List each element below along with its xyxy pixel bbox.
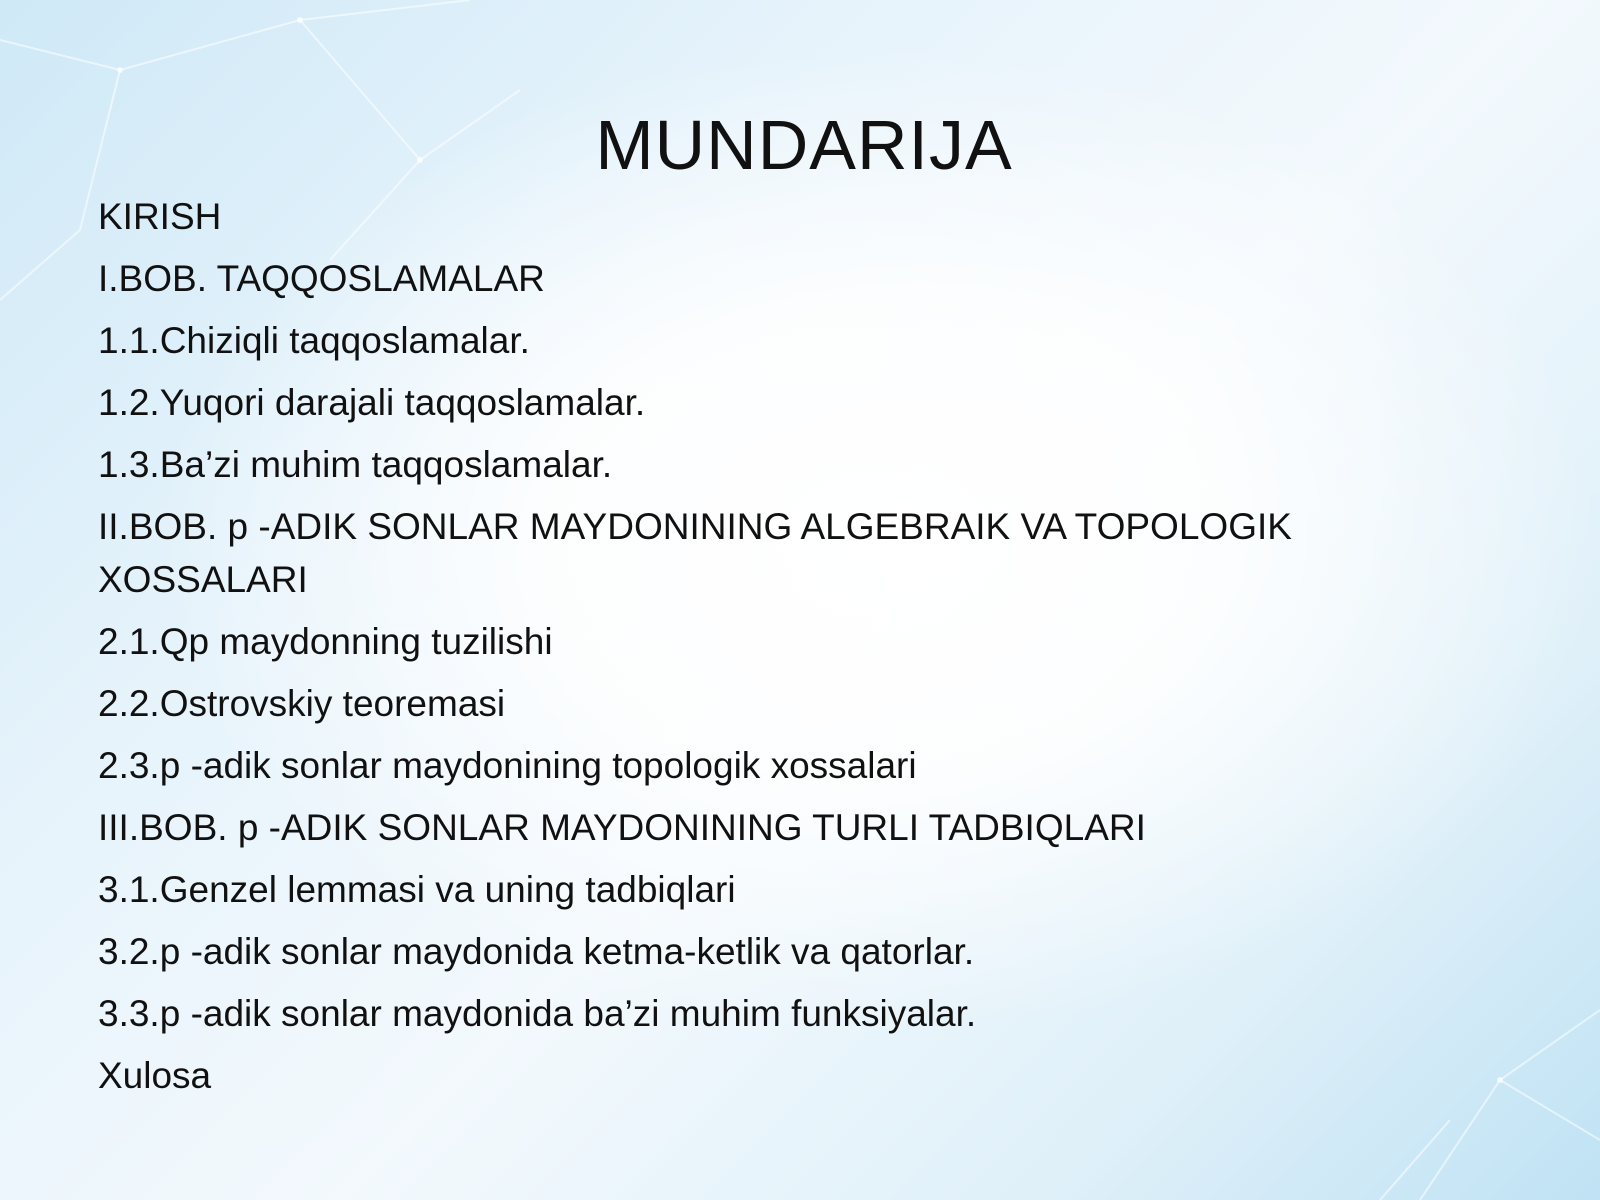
toc-item-section-1-1: 1.1.Chiziqli taqqoslamalar. bbox=[98, 320, 530, 361]
toc-item-section-1-2: 1.2.Yuqori darajali taqqoslamalar. bbox=[98, 382, 646, 423]
table-of-contents bbox=[98, 190, 1498, 1111]
toc-item-conclusion: Xulosa bbox=[98, 1055, 212, 1096]
toc-item-introduction: KIRISH bbox=[98, 196, 222, 237]
toc-item-section-3-3: 3.3.p -adik sonlar maydonida ba’zi muhim funksiyalar. bbox=[98, 993, 977, 1034]
toc-item-chapter-2: II.BOB. p -ADIK SONLAR MAYDONINING ALGEBRAIK VA TOPOLOGIK XOSSALARI bbox=[98, 506, 1292, 600]
toc-item-chapter-3: III.BOB. p -ADIK SONLAR MAYDONINING TURLI TADBIQLARI bbox=[98, 807, 1146, 848]
toc-item-section-3-1: 3.1.Genzel lemmasi va uning tadbiqlari bbox=[98, 869, 736, 910]
toc-item-section-1-3: 1.3.Ba’zi muhim taqqoslamalar. bbox=[98, 444, 613, 485]
toc-item-section-2-3: 2.3.p -adik sonlar maydonining topologik xossalari bbox=[98, 745, 917, 786]
toc-item-section-2-1: 2.1.Qp maydonning tuzilishi bbox=[98, 621, 553, 662]
toc-item-section-2-2: 2.2.Ostrovskiy teoremasi bbox=[98, 683, 506, 724]
toc-item-section-3-2: 3.2.p -adik sonlar maydonida ketma-ketlik va qatorlar. bbox=[98, 931, 975, 972]
toc-item-chapter-1: I.BOB. TAQQOSLAMALAR bbox=[98, 258, 545, 299]
slide-title: MUNDARIJA bbox=[595, 106, 1013, 184]
